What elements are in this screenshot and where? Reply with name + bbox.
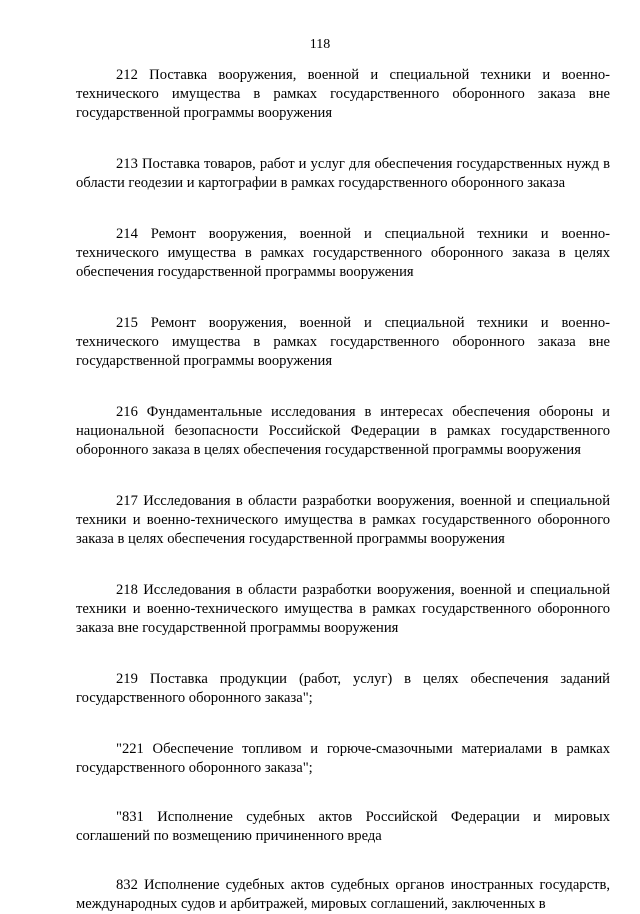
document-body — [76, 66, 610, 914]
paragraph-216: 216 Фундаментальные исследования в интересах обеспечения обороны и национальной безопасности Российской Федерации в рамках государственного оборонного заказа в целях обеспечения государственной программы вооружения — [76, 404, 610, 458]
paragraph-212: 212 Поставка вооружения, военной и специальной техники и военно-технического имущества в рамках государственного оборонного заказа вне государственной программы вооружения — [76, 67, 610, 121]
paragraph-213: 213 Поставка товаров, работ и услуг для обеспечения государственных нужд в области геодезии и картографии в рамках государственного оборонного заказа — [76, 156, 610, 191]
paragraph-831: "831 Исполнение судебных актов Российской Федерации и мировых соглашений по возмещению причиненного вреда — [76, 809, 610, 844]
paragraph-221: "221 Обеспечение топливом и горюче-смазочными материалами в рамках государственного оборонного заказа"; — [76, 741, 610, 776]
paragraph-214: 214 Ремонт вооружения, военной и специальной техники и военно-технического имущества в рамках государственного оборонного заказа в целях обеспечения государственной программы вооружения — [76, 226, 610, 280]
paragraph-217: 217 Исследования в области разработки вооружения, военной и специальной техники и военно-технического имущества в рамках государственного оборонного заказа в целях обеспечения государственной программы вооружения — [76, 493, 610, 547]
paragraph-218: 218 Исследования в области разработки вооружения, военной и специальной техники и военно-технического имущества в рамках государственного оборонного заказа вне государственной программы вооружения — [76, 582, 610, 636]
paragraph-215: 215 Ремонт вооружения, военной и специальной техники и военно-технического имущества в рамках государственного оборонного заказа вне государственной программы вооружения — [76, 315, 610, 369]
page-number: 118 — [309, 37, 331, 52]
paragraph-832: 832 Исполнение судебных актов судебных органов иностранных государств, международных судов и арбитражей, мировых соглашений, заключенных в — [76, 877, 610, 912]
paragraph-219: 219 Поставка продукции (работ, услуг) в целях обеспечения заданий государственного оборонного заказа"; — [76, 671, 610, 706]
